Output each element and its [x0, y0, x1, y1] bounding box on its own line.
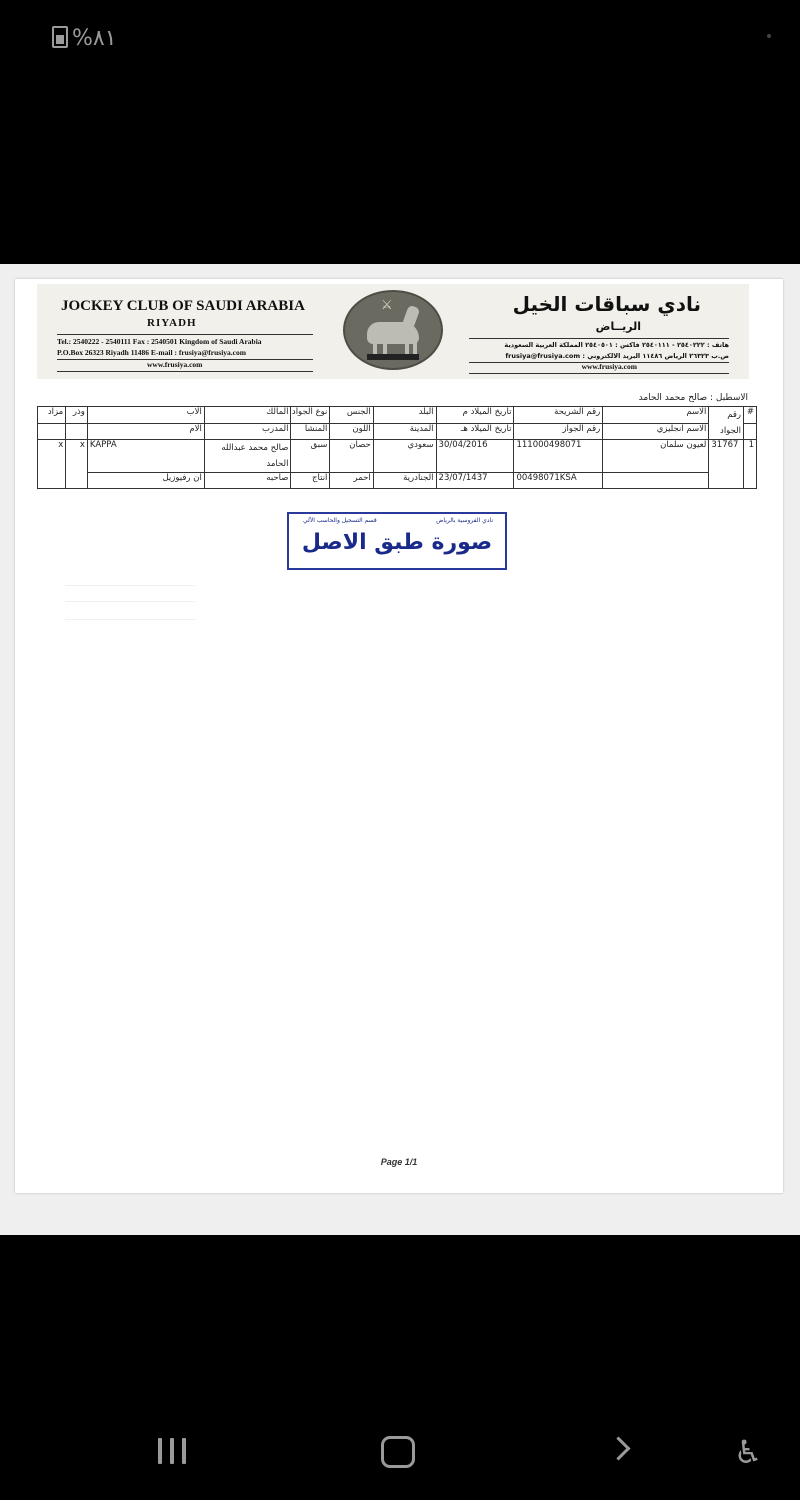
battery-level: %٨١	[72, 26, 117, 51]
stable-owner-line: الاسطبل : صالح محمد الحامد	[638, 393, 748, 403]
header-cell: الاب	[87, 407, 204, 424]
header-cell: المدرب	[204, 423, 291, 440]
faint-line	[65, 585, 195, 586]
table-cell: احمر	[330, 473, 373, 489]
header-cell: رقم الجواد	[709, 407, 744, 440]
table-cell: x	[66, 440, 88, 489]
stamp-text: صورة طبق الاصل	[301, 530, 493, 555]
club-name-ar: نادي سباقات الخيل	[512, 292, 701, 316]
table-cell: 00498071KSA	[514, 473, 603, 489]
stamp-org: نادي الفروسية بالرياض	[436, 517, 493, 524]
faint-line	[65, 619, 195, 620]
letterhead-arabic	[449, 284, 749, 379]
table-cell: سعودي	[373, 440, 436, 473]
club-name-en: JOCKEY CLUB OF SAUDI ARABIA	[61, 298, 305, 314]
table-row	[38, 440, 757, 473]
header-cell: رقم الشريحة	[514, 407, 603, 424]
table-cell: 111000498071	[514, 440, 603, 473]
table-cell: 30/04/2016	[436, 440, 514, 473]
table-cell: صاحبه	[204, 473, 291, 489]
recent-apps-button[interactable]	[158, 1438, 188, 1464]
table-cell: ان رفيوزيل	[87, 473, 204, 489]
accessibility-button[interactable]: ♿	[733, 1433, 763, 1471]
header-cell: مزاد	[38, 407, 66, 424]
battery-indicator	[52, 26, 117, 51]
website-ar: www.frusiya.com	[581, 362, 637, 371]
letterhead	[37, 284, 749, 379]
faint-line	[65, 601, 195, 602]
header-cell: اللون	[330, 423, 373, 440]
stamp-dept: قسم التسجيل والحاسب الآلي	[303, 517, 377, 524]
header-cell: المنشا	[291, 423, 330, 440]
contact-line-1-en: Tel.: 2540222 - 2540111 Fax : 2540501 Kingdom of Saudi Arabia	[57, 337, 262, 346]
bar-icon	[182, 1438, 186, 1464]
status-dot-icon	[767, 34, 771, 38]
letterhead-english	[37, 284, 337, 379]
header-cell: تاريخ الميلاد هـ	[436, 423, 514, 440]
horse-table	[37, 406, 757, 489]
status-bar	[0, 0, 800, 80]
navigation-bar	[0, 1420, 800, 1500]
bar-icon	[158, 1438, 162, 1464]
club-city-en: RIYADH	[147, 317, 197, 329]
header-cell: الجنس	[330, 407, 373, 424]
header-cell: وذر	[66, 407, 88, 424]
header-row-2	[38, 423, 757, 440]
table-cell: x	[38, 440, 66, 489]
table-row	[38, 473, 757, 489]
header-cell: المالك	[204, 407, 291, 424]
header-row-1	[38, 407, 757, 424]
table-cell: 31767	[709, 440, 744, 489]
contact-line-1-ar: هاتف : ٢٥٤٠٢٢٢ - ٢٥٤٠١١١ فاكس : ٢٥٤٠٥٠١ المملكة العربية السعودية	[504, 341, 729, 349]
table-cell: 1	[744, 440, 757, 489]
table-cell	[603, 473, 709, 489]
header-cell: المدينة	[373, 423, 436, 440]
table-cell: انتاج	[291, 473, 330, 489]
header-cell: #	[744, 407, 757, 424]
contact-line-2-en: P.O.Box 26323 Riyadh 11486 E-mail : frusiya@frusiya.com	[57, 348, 246, 357]
table-cell: لعيون سلمان	[603, 440, 709, 473]
club-city-ar: الريــاض	[595, 320, 641, 333]
table-cell: صالح محمد عبدالله الحامد	[204, 440, 291, 473]
battery-icon	[52, 26, 68, 48]
header-cell: الاسم انجليزي	[603, 423, 709, 440]
table-cell: 23/07/1437	[436, 473, 514, 489]
header-cell: تاريخ الميلاد م	[436, 407, 514, 424]
table-cell: KAPPA	[87, 440, 204, 473]
bar-icon	[170, 1438, 174, 1464]
header-cell: البلد	[373, 407, 436, 424]
header-cell: الام	[87, 423, 204, 440]
contact-line-2-ar: ص.ب ٢٦٣٢٣ الرياض ١١٤٨٦ البريد الالكتروني : frusiya@frusiya.com	[505, 352, 729, 360]
home-button[interactable]	[381, 1436, 415, 1468]
table-cell: سبق	[291, 440, 330, 473]
header-cell: الاسم	[603, 407, 709, 424]
header-cell	[66, 423, 88, 440]
website-en: www.frusiya.com	[147, 360, 203, 369]
divider	[57, 334, 313, 335]
header-cell: نوع الجواد	[291, 407, 330, 424]
divider	[469, 373, 729, 374]
header-cell	[744, 423, 757, 440]
header-cell: رقم الجواز	[514, 423, 603, 440]
header-cell	[38, 423, 66, 440]
logo-band	[367, 354, 419, 360]
table-cell: الجنادرية	[373, 473, 436, 489]
table-cell: حصان	[330, 440, 373, 473]
saudi-emblem-icon: ⚔	[381, 298, 393, 313]
divider	[57, 371, 313, 372]
document-viewer[interactable]	[0, 264, 800, 1235]
certified-copy-stamp	[287, 512, 507, 570]
document-page	[15, 279, 783, 1193]
club-logo	[343, 290, 443, 370]
page-number: Page 1/1	[380, 1157, 418, 1167]
back-button[interactable]	[606, 1436, 630, 1460]
divider	[469, 338, 729, 339]
